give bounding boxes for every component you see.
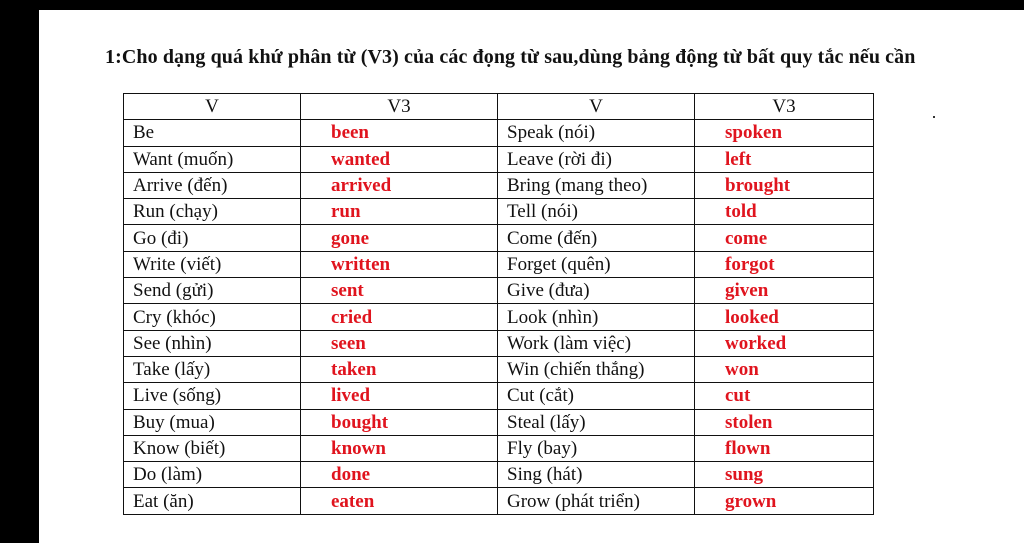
v3-answer-left-cell: cried [301,304,498,330]
verb-table-body [124,120,874,514]
v3-answer-left-cell: done [301,462,498,488]
v3-answer-right-cell: looked [695,304,874,330]
v3-answer-right-cell: grown [695,488,874,514]
verb-left-cell: Run (chạy) [124,199,301,225]
v3-answer-left-cell: known [301,435,498,461]
verb-right-cell: Fly (bay) [498,435,695,461]
verb-left-cell: Send (gửi) [124,278,301,304]
table-row [124,251,874,277]
table-row [124,172,874,198]
verb-left-cell: Buy (mua) [124,409,301,435]
table-row [124,462,874,488]
verb-right-cell: Steal (lấy) [498,409,695,435]
table-row [124,199,874,225]
table-row [124,488,874,514]
v3-answer-right-cell: left [695,146,874,172]
verb-right-cell: Come (đến) [498,225,695,251]
v3-answer-left-cell: sent [301,278,498,304]
verb-right-cell: Forget (quên) [498,251,695,277]
verb-left-cell: Take (lấy) [124,356,301,382]
stray-dot [933,116,935,118]
verb-right-cell: Sing (hát) [498,462,695,488]
verb-left-cell: Arrive (đến) [124,172,301,198]
table-row [124,383,874,409]
verb-left-cell: Eat (ăn) [124,488,301,514]
verb-left-cell: Cry (khóc) [124,304,301,330]
table-row [124,146,874,172]
v3-answer-right-cell: spoken [695,120,874,146]
verb-right-cell: Look (nhìn) [498,304,695,330]
verb-left-cell: Go (đi) [124,225,301,251]
document-page [39,10,1024,543]
header-v-right: V [498,94,695,120]
v3-answer-left-cell: run [301,199,498,225]
table-row [124,330,874,356]
v3-answer-right-cell: won [695,356,874,382]
v3-answer-left-cell: wanted [301,146,498,172]
v3-answer-left-cell: lived [301,383,498,409]
header-v3-right: V3 [695,94,874,120]
table-row [124,356,874,382]
v3-answer-left-cell: written [301,251,498,277]
verb-left-cell: Be [124,120,301,146]
table-row [124,304,874,330]
v3-answer-right-cell: cut [695,383,874,409]
verb-left-cell: Know (biết) [124,435,301,461]
exercise-title: 1:Cho dạng quá khứ phân từ (V3) của các đọng từ sau,dùng bảng động từ bất quy tắc nếu cần [105,46,916,68]
v3-answer-left-cell: taken [301,356,498,382]
v3-answer-left-cell: been [301,120,498,146]
header-v-left: V [124,94,301,120]
table-row [124,120,874,146]
header-v3-left: V3 [301,94,498,120]
table-row [124,435,874,461]
v3-answer-left-cell: arrived [301,172,498,198]
v3-answer-right-cell: flown [695,435,874,461]
verb-right-cell: Cut (cắt) [498,383,695,409]
v3-answer-right-cell: told [695,199,874,225]
verb-left-cell: See (nhìn) [124,330,301,356]
v3-answer-right-cell: worked [695,330,874,356]
verb-right-cell: Bring (mang theo) [498,172,695,198]
verb-right-cell: Work (làm việc) [498,330,695,356]
verb-left-cell: Live (sống) [124,383,301,409]
table-row [124,278,874,304]
verb-left-cell: Write (viết) [124,251,301,277]
verb-table [123,93,874,515]
v3-answer-left-cell: eaten [301,488,498,514]
table-row [124,225,874,251]
verb-left-cell: Do (làm) [124,462,301,488]
table-row [124,409,874,435]
v3-answer-left-cell: seen [301,330,498,356]
v3-answer-right-cell: come [695,225,874,251]
v3-answer-left-cell: bought [301,409,498,435]
v3-answer-right-cell: brought [695,172,874,198]
verb-right-cell: Speak (nói) [498,120,695,146]
verb-right-cell: Leave (rời đi) [498,146,695,172]
table-header-row [124,94,874,120]
v3-answer-right-cell: stolen [695,409,874,435]
verb-right-cell: Give (đưa) [498,278,695,304]
verb-right-cell: Grow (phát triển) [498,488,695,514]
v3-answer-right-cell: sung [695,462,874,488]
v3-answer-left-cell: gone [301,225,498,251]
v3-answer-right-cell: given [695,278,874,304]
verb-right-cell: Tell (nói) [498,199,695,225]
verb-left-cell: Want (muốn) [124,146,301,172]
verb-right-cell: Win (chiến thắng) [498,356,695,382]
v3-answer-right-cell: forgot [695,251,874,277]
